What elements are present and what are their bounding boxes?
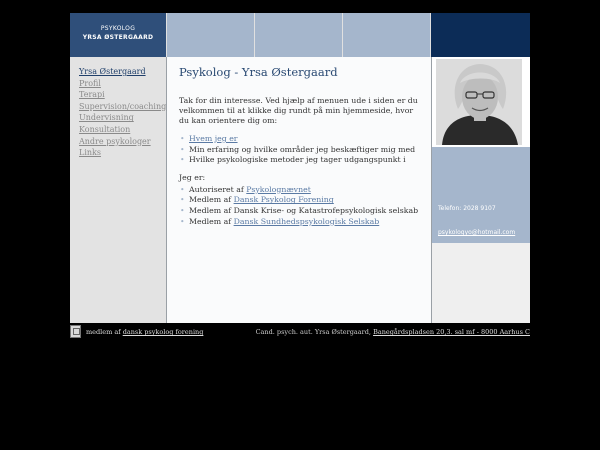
sidebar-item-yrsa-ostergaard[interactable]: Yrsa Østergaard	[79, 67, 146, 76]
sidebar-item-undervisning[interactable]: Undervisning	[79, 113, 134, 123]
portrait-icon	[432, 57, 530, 147]
dansk-psykolog-forening-link[interactable]: Dansk Psykolog Forening	[233, 195, 334, 205]
header-cell-dark	[431, 13, 530, 57]
list-item: • Medlem af Dansk Krise- og Katastrofepsykologisk selskab	[179, 206, 431, 217]
portrait-photo	[432, 57, 530, 147]
list-item-text: Medlem af	[189, 195, 234, 205]
sidebar-item-terapi[interactable]: Terapi	[79, 90, 105, 100]
logo-name: YRSA ØSTERGAARD	[82, 34, 154, 41]
sidebar-item-konsultation[interactable]: Konsultation	[79, 124, 131, 134]
footer-address	[256, 328, 530, 336]
page-container	[70, 13, 530, 323]
jeg-er-heading: Jeg er:	[179, 172, 206, 182]
list-item: • Hvilke psykologiske metoder jeg tager udgangspunkt i	[179, 155, 431, 166]
sidebar-nav	[70, 57, 167, 323]
list-item	[179, 195, 431, 206]
header-cell-3	[343, 13, 431, 57]
dpf-logo-icon[interactable]	[70, 325, 81, 338]
topics-list	[179, 134, 431, 166]
header	[70, 13, 530, 57]
psykolognaevnet-link[interactable]: Psykolognævnet	[246, 184, 311, 194]
footer-membership-text: medlem af	[86, 328, 123, 336]
list-item	[179, 185, 431, 196]
sidebar-item-andre-psykologer[interactable]: Andre psykologer	[79, 136, 151, 146]
sidebar-item-profil[interactable]: Profil	[79, 78, 101, 88]
hvem-jeg-er-link[interactable]: Hvem jeg er	[189, 134, 238, 143]
logo-tagline: PSYKOLOG	[100, 25, 136, 32]
list-item	[179, 134, 431, 145]
header-cell-1	[167, 13, 255, 57]
footer-address-text: Cand. psych. aut. Yrsa Østergaard,	[255, 328, 374, 336]
list-item: • Min erfaring og hvilke områder jeg beskæftiger mig med	[179, 145, 431, 156]
list-item	[179, 217, 431, 228]
sidebar-item-supervision[interactable]: Supervision/coaching	[79, 101, 167, 111]
address-link[interactable]: Banegårdspladsen 20,3. sal mf - 8000 Aarhus C	[373, 328, 530, 336]
main-content	[167, 57, 432, 323]
email-link[interactable]: psykologyo@hotmail.com	[438, 229, 516, 236]
footer-membership	[86, 328, 203, 336]
phone-number: Telefon: 2028 9107	[438, 205, 496, 212]
dansk-sundhedspsykologisk-link[interactable]: Dansk Sundhedspsykologisk Selskab	[233, 216, 380, 226]
page-title: Psykolog - Yrsa Østergaard	[179, 65, 338, 79]
sidebar-item-links[interactable]: Links	[79, 148, 101, 158]
credentials-list	[179, 185, 431, 227]
list-item-text: Autoriseret af	[189, 184, 247, 194]
header-cell-2	[255, 13, 343, 57]
dansk-psykolog-forening-footer-link[interactable]: dansk psykolog forening	[122, 328, 204, 336]
site-logo[interactable]	[70, 13, 167, 57]
contact-box	[432, 147, 530, 243]
intro-text: Tak for din interesse. Ved hjælp af menuen ude i siden er du velkommen til at klikke dig rundt på min hjemmeside, hvor du kan orientere dig om:	[179, 96, 418, 125]
right-column	[432, 57, 530, 323]
list-item-text: Medlem af	[189, 216, 234, 226]
footer	[70, 325, 530, 339]
